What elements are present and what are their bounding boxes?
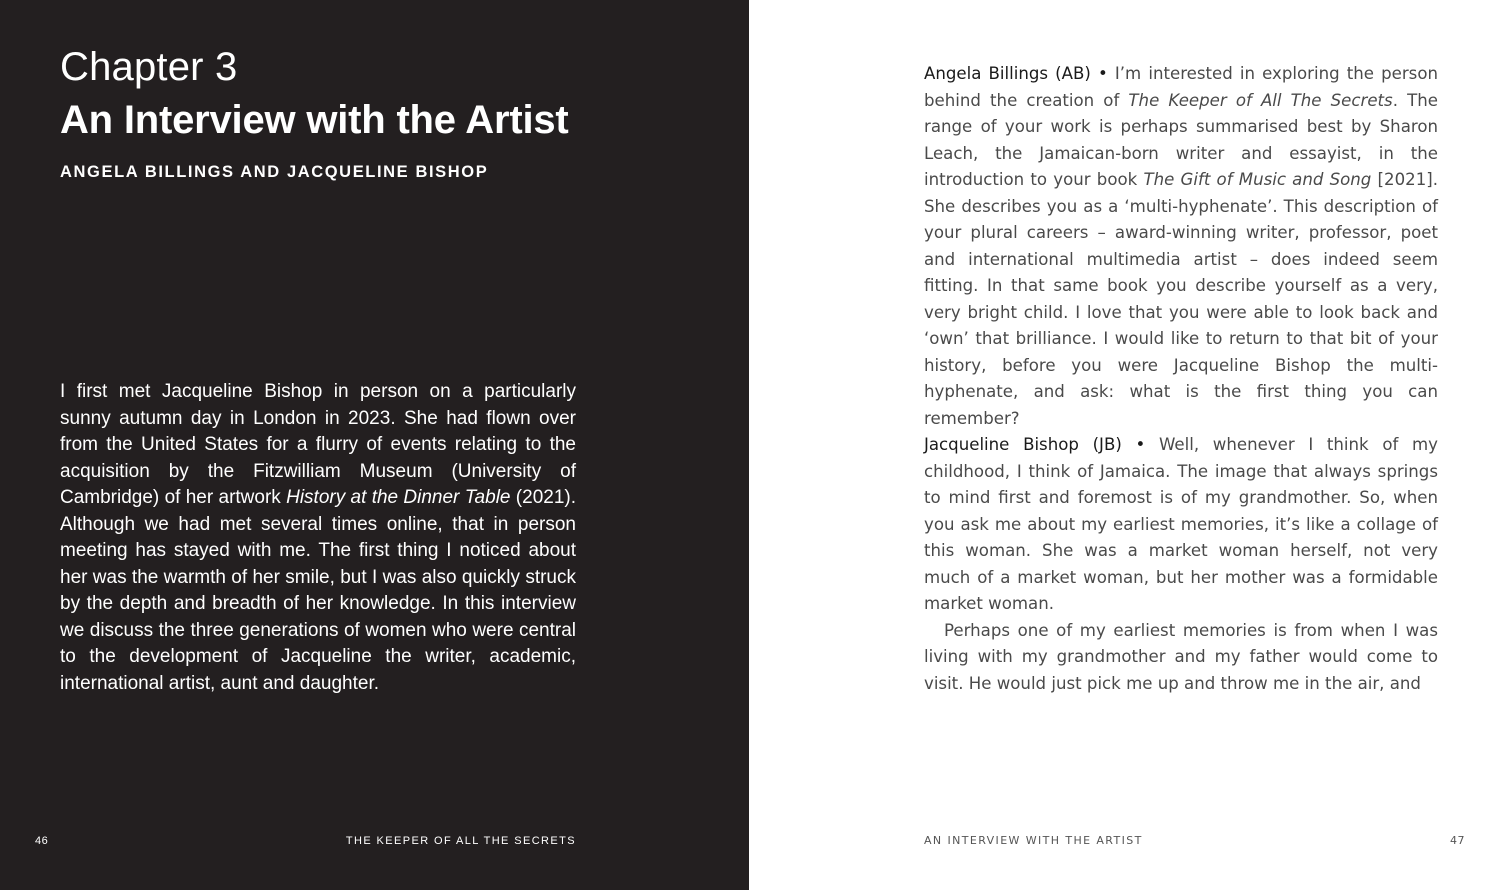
intro-text-part2: (2021). Although we had met several times online, that in person meeting has stayed with me. The first thing I noticed about her was the warmth of her smile, but I was also quickly struck by the depth and breadth of her knowledge. In this interview we discuss the three generations of women who were central to the development of Jacqueline the writer, academic, international artist, aunt and daughter.: [60, 487, 576, 694]
intro-text-part1: I first met Jacqueline Bishop in person on a particularly sunny autumn day in London in 2023. She had flown over from the United States for a flurry of events relating to the acquisition by the Fitzwilliam Museum (University of Cambridge) of her artwork: [60, 381, 576, 508]
book-title-keeper: The Keeper of All The Secrets: [1128, 90, 1393, 110]
chapter-label: Chapter 3: [60, 45, 238, 89]
speaker-jb: Jacqueline Bishop (JB): [924, 435, 1122, 454]
artwork-title: History at the Dinner Table: [286, 487, 511, 508]
answer-text-2: Perhaps one of my earliest memories is from when I was living with my grandmother and my father would come to visit. He would just pick me up and throw me in the air, and: [924, 620, 1438, 693]
left-page: [0, 0, 749, 890]
running-head-left: THE KEEPER OF ALL THE SECRETS: [345, 835, 576, 847]
question-text-3: [2021]. She describes you as a ‘multi-hyphenate’. This description of your plural careers – award-winning writer, professor, poet and international multimedia artist – does indeed seem fitting. In that same book you describe yourself as a very, very bright child. I love that you were able to look back and ‘own’ that brilliance. I would like to return to that bit of your history, before you were Jacqueline Bishop the multi-hyphenate, and ask: what is the first thing you can remember?: [924, 170, 1439, 428]
answer-paragraph: [924, 432, 1438, 697]
chapter-authors: ANGELA BILLINGS AND JACQUELINE BISHOP: [60, 163, 489, 181]
question-text-2: . The range of your work is perhaps summarised best by Sharon Leach, the Jamaican-born writer and essayist, in the introduction to your book: [924, 90, 1438, 189]
question-text-1: I’m interested in exploring the person behind the creation of: [924, 64, 1438, 110]
question-paragraph: [924, 61, 1438, 432]
page-number-right: 47: [1450, 834, 1465, 847]
right-page: [749, 0, 1500, 890]
intro-paragraph: [60, 379, 576, 697]
page-number-left: 46: [35, 835, 49, 847]
speaker-separator: •: [1090, 64, 1115, 83]
book-title-gift: The Gift of Music and Song: [1143, 170, 1372, 189]
answer-text-1: Well, whenever I think of my childhood, I think of Jamaica. The image that always springs to mind first and foremost is of my grandmother. So, when you ask me about my earliest memories, it’s like a collage of this woman. She was a market woman herself, not very much of a market woman, but her mother was a formidable market woman.: [924, 435, 1438, 613]
speaker-ab: Angela Billings (AB): [924, 64, 1091, 83]
chapter-title: An Interview with the Artist: [60, 98, 569, 142]
running-head-right: AN INTERVIEW WITH THE ARTIST: [924, 834, 1143, 847]
speaker-separator: •: [1121, 435, 1159, 454]
